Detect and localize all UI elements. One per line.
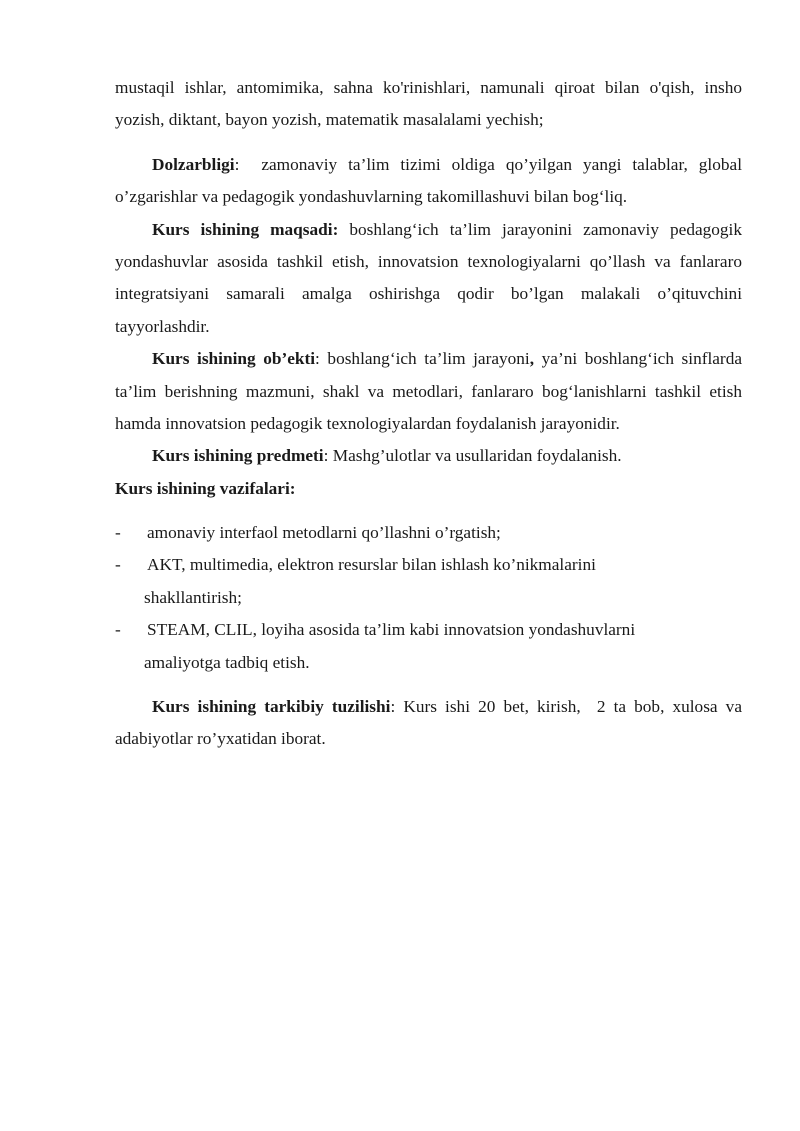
- tuzilishi-separator: :: [390, 696, 396, 716]
- dolzarbligi-text: zamonaviy ta’lim tizimi oldiga qo’yilgan yangi talablar, global o’zgarishlar va pedagogik yondashuvlarning takomillashuvi bilan bog‘liq.: [115, 154, 747, 207]
- list-dash: -: [115, 620, 121, 640]
- list-dash: -: [115, 522, 121, 542]
- predmeti-label: Kurs ishining predmeti: [152, 446, 324, 466]
- list-item-line2: shakllantirish;: [144, 587, 242, 607]
- obekti-comma: ,: [529, 349, 535, 369]
- obekti-text-a: boshlang‘ich ta’lim jarayoni: [319, 349, 530, 369]
- maqsadi-text: boshlang‘ich ta’lim jarayonini zamonaviy pedagogik yondashuvlar asosida tashkil etish, innovatsion texnologiyalarni qo’llash va fanlararo integratsiyani samarali amalga oshirishga qodir bo’lgan malakali o’qituvchini tayyorlashdir.: [115, 219, 742, 336]
- list-item-line1: STEAM, CLIL, loyiha asosida ta’lim kabi innovatsion yondashuvlarni: [147, 620, 636, 640]
- dolzarbligi-label: Dolzarbligi: [152, 154, 235, 174]
- dolzarbligi-separator: :: [234, 154, 240, 174]
- predmeti-separator: :: [323, 446, 329, 466]
- vazifalari-list: [115, 517, 742, 679]
- list-dash: -: [115, 555, 121, 575]
- intro-tail-paragraph: [115, 72, 742, 137]
- document-page: [115, 72, 747, 756]
- obekti-paragraph: [115, 343, 742, 440]
- maqsadi-label: Kurs ishining maqsadi:: [152, 219, 339, 239]
- list-item: [115, 614, 742, 679]
- predmeti-text: Mashg’ulotlar va usullaridan foydalanish.: [328, 446, 622, 466]
- list-item-line1: amonaviy interfaol metodlarni qo’llashni o’rgatish;: [147, 522, 501, 542]
- vazifalari-heading: Kurs ishining vazifalari:: [115, 478, 296, 498]
- list-item-line1: AKT, multimedia, elektron resurslar bilan ishlash ko’nikmalarini: [147, 555, 596, 575]
- tuzilishi-label: Kurs ishining tarkibiy tuzilishi: [152, 696, 391, 716]
- maqsadi-paragraph: [115, 214, 742, 344]
- list-item: [115, 517, 742, 549]
- obekti-separator: :: [315, 349, 320, 369]
- dolzarbligi-paragraph: [115, 149, 747, 214]
- list-item-line2: amaliyotga tadbiq etish.: [144, 652, 310, 672]
- list-item: [115, 549, 742, 614]
- tuzilishi-text: Kurs ishi 20 bet, kirish, 2 ta bob, xulosa va adabiyotlar ro’yxatidan iborat.: [115, 696, 747, 749]
- obekti-text-b: ya’ni boshlang‘ich sinflarda ta’lim berishning mazmuni, shakl va metodlari, fanlararo bog‘lanishlarni tashkil etish hamda innovatsion pedagogik texnologiyalardan foydalanish jarayonidir.: [115, 349, 743, 434]
- tuzilishi-paragraph: [115, 691, 747, 756]
- intro-tail-text: mustaqil ishlar, antomimika, sahna ko'rinishlari, namunali qiroat bilan o'qish, insho yozish, diktant, bayon yozish, matematik masalalami yechish;: [115, 78, 742, 130]
- obekti-label: Kurs ishining ob’ekti: [152, 349, 316, 369]
- predmeti-paragraph: [115, 440, 742, 472]
